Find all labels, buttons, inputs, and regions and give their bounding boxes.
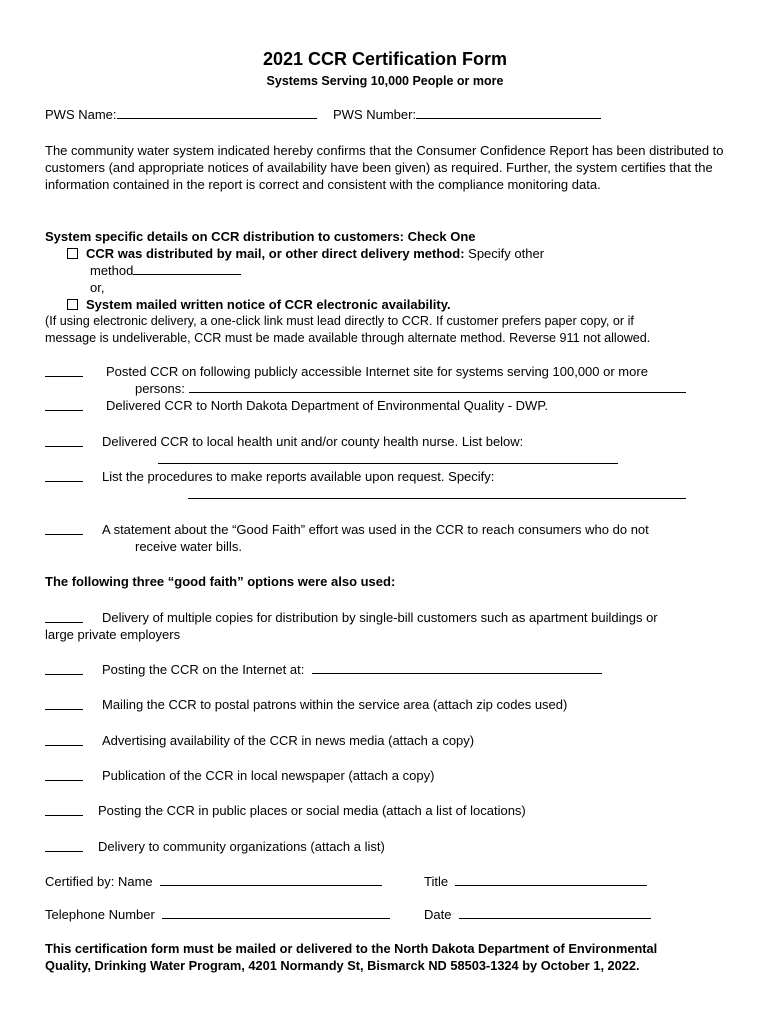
posted-url-input[interactable] xyxy=(189,380,686,393)
procedures-text: List the procedures to make reports available upon request. Specify: xyxy=(102,469,495,484)
good-faith-statement-line1: A statement about the “Good Faith” effort was used in the CCR to reach consumers who do not xyxy=(102,522,649,537)
procedures-check-blank[interactable] xyxy=(45,481,83,482)
delivered-local-check-blank[interactable] xyxy=(45,446,83,447)
method-field xyxy=(90,262,241,279)
method-label: method xyxy=(90,263,134,278)
option-mail-bold: CCR was distributed by mail, or other direct delivery method: xyxy=(86,246,465,261)
pws-name-label: PWS Name: xyxy=(45,107,117,122)
mailing-check-blank[interactable] xyxy=(45,709,83,710)
telephone-input[interactable] xyxy=(162,906,390,919)
advertising-text: Advertising availability of the CCR in news media (attach a copy) xyxy=(102,733,475,748)
electronic-note-line1: (If using electronic delivery, a one-click link must lead directly to CCR. If customer prefers paper copy, or if xyxy=(45,314,634,328)
distribution-heading: System specific details on CCR distribution to customers: Check One xyxy=(45,229,476,244)
pws-number-field xyxy=(333,106,601,123)
electronic-checkbox[interactable] xyxy=(67,299,78,310)
certified-by-field xyxy=(45,873,382,890)
footer-line2: Quality, Drinking Water Program, 4201 Normandy St, Bismarck ND 58503-1324 by October 1, 2022. xyxy=(45,958,640,973)
delivered-local-text: Delivered CCR to local health unit and/or county health nurse. List below: xyxy=(102,434,524,449)
date-field xyxy=(424,906,651,923)
posting-public-text: Posting the CCR in public places or social media (attach a list of locations) xyxy=(98,803,526,818)
posted-text-line1: Posted CCR on following publicly accessible Internet site for systems serving 100,000 or more xyxy=(106,364,648,379)
multiple-copies-line2: large private employers xyxy=(45,627,181,642)
date-input[interactable] xyxy=(459,906,651,919)
posting-internet-url-input[interactable] xyxy=(312,661,602,674)
posting-internet-label: Posting the CCR on the Internet at: xyxy=(102,662,305,677)
title-input[interactable] xyxy=(455,873,647,886)
posted-field xyxy=(135,380,686,397)
delivered-ndeq-check-blank[interactable] xyxy=(45,410,83,411)
telephone-label: Telephone Number xyxy=(45,907,155,922)
good-faith-statement-check-blank[interactable] xyxy=(45,534,83,535)
pws-name-input[interactable] xyxy=(117,106,317,119)
electronic-note-line2: message is undeliverable, CCR must be made available through alternate method. Reverse 911 not allowed. xyxy=(45,331,651,345)
good-faith-heading: The following three “good faith” options were also used: xyxy=(45,574,396,589)
multiple-copies-check-blank[interactable] xyxy=(45,622,83,623)
method-input[interactable] xyxy=(133,262,241,275)
pws-number-label: PWS Number: xyxy=(333,107,417,122)
delivered-ndeq-text: Delivered CCR to North Dakota Department of Environmental Quality - DWP. xyxy=(106,398,548,413)
pws-number-input[interactable] xyxy=(416,106,601,119)
delivered-local-list-input[interactable] xyxy=(158,463,618,464)
or-text: or, xyxy=(90,280,105,295)
posting-internet-field xyxy=(102,661,602,678)
option-mail xyxy=(67,245,544,262)
title-label: Title xyxy=(424,874,449,889)
option-electronic-bold: System mailed written notice of CCR electronic availability. xyxy=(86,297,451,312)
delivery-orgs-check-blank[interactable] xyxy=(45,851,83,852)
publication-check-blank[interactable] xyxy=(45,780,83,781)
mailing-text: Mailing the CCR to postal patrons within the service area (attach zip codes used) xyxy=(102,697,568,712)
form-title: 2021 CCR Certification Form xyxy=(262,49,508,69)
date-label: Date xyxy=(424,907,452,922)
option-electronic xyxy=(67,296,451,313)
multiple-copies-line1: Delivery of multiple copies for distribution by single-bill customers such as apartment buildings or xyxy=(102,610,658,625)
option-mail-rest: Specify other xyxy=(464,246,545,261)
title-field xyxy=(424,873,647,890)
advertising-check-blank[interactable] xyxy=(45,745,83,746)
telephone-field xyxy=(45,906,390,923)
form-subtitle: Systems Serving 10,000 People or more xyxy=(266,74,504,88)
footer-line1: This certification form must be mailed or delivered to the North Dakota Department of Environmental xyxy=(45,941,658,956)
certified-by-name-input[interactable] xyxy=(160,873,382,886)
publication-text: Publication of the CCR in local newspaper (attach a copy) xyxy=(102,768,435,783)
mail-checkbox[interactable] xyxy=(67,248,78,259)
good-faith-statement-line2: receive water bills. xyxy=(135,539,242,554)
delivery-orgs-text: Delivery to community organizations (attach a list) xyxy=(98,839,385,854)
certified-by-label: Certified by: Name xyxy=(45,874,153,889)
pws-name-field xyxy=(45,106,317,123)
posting-internet-check-blank[interactable] xyxy=(45,674,83,675)
posted-check-blank[interactable] xyxy=(45,376,83,377)
procedures-input[interactable] xyxy=(188,498,686,499)
posted-label: persons: xyxy=(135,381,185,396)
posting-public-check-blank[interactable] xyxy=(45,815,83,816)
intro-paragraph: The community water system indicated hereby confirms that the Consumer Confidence Report has been distributed to customers (and appropriate notices of availability have been given) as required. Further, the system certifies that the information contained in the report is correct and consistent with the compliance monitoring data. xyxy=(45,143,724,192)
